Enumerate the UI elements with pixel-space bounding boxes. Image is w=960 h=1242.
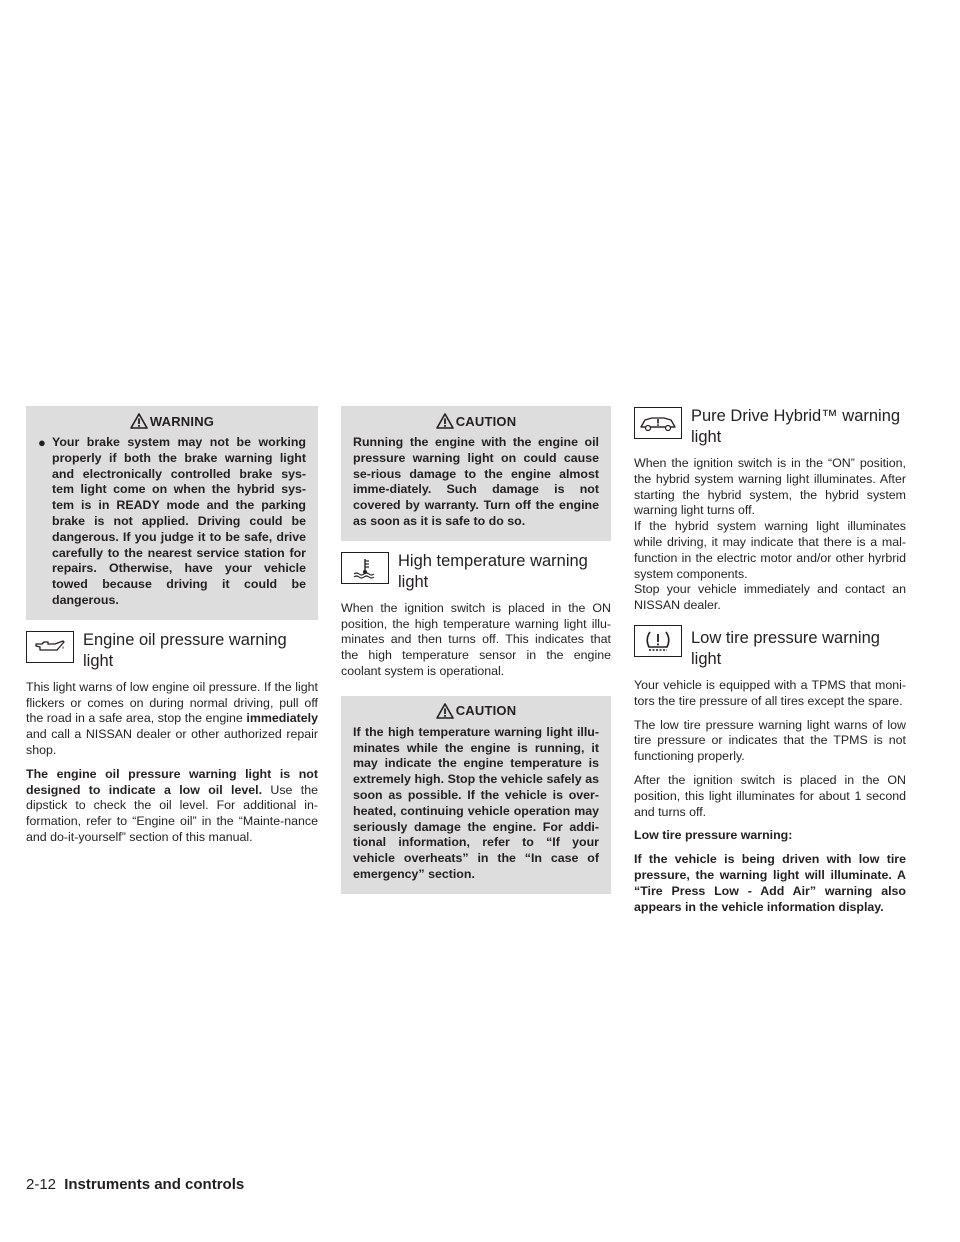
warning-text: Your brake system may not be working properly if both the brake warning light and electronically controlled brake sys-tem light come on when the hybrid sys-tem is in READY mode and the parking brake is not applied. Driving could be dangerous. If you judge it to be safe, drive carefully to the nearest service station for repairs. Otherwise, have your vehicle towed because driving it could be dangerous.	[52, 435, 306, 607]
oil-can-icon	[26, 631, 74, 663]
column-1	[26, 406, 318, 854]
caution-box-2	[341, 696, 611, 894]
coolant-temperature-icon	[341, 552, 389, 584]
warning-triangle-icon	[436, 703, 454, 719]
tire-section-heading	[634, 624, 906, 670]
hybrid-section-heading	[634, 406, 906, 448]
page-footer	[26, 1176, 244, 1193]
section-title: Instruments and controls	[64, 1176, 245, 1193]
caution-text-1: Running the engine with the engine oil pressure warning light on could cause se-rious damage to the engine almost imme-diately. Such damage is not covered by warranty. Turn off the engine as soon as it is safe to do so.	[353, 435, 599, 528]
oil-pressure-paragraph-2: The engine oil pressure warning light is not designed to indicate a low oil level. Use the dipstick to check the oil level. For additional in-formation, refer to “Engine oil” in the “Mainte-nance and do-it-yourself” section of this manual.	[26, 766, 319, 844]
caution-heading-1: CAUTION	[353, 406, 599, 435]
tire-paragraph-1: Your vehicle is equipped with a TPMS that moni-tors the tire pressure of all tires except the spare.	[634, 677, 906, 708]
tire-title: Low tire pressure warning light	[691, 628, 880, 668]
high-temp-section-heading	[341, 551, 611, 593]
warning-heading: WARNING	[38, 406, 306, 435]
tire-paragraph-2: The low tire pressure warning light warns of low tire pressure or indicates that the TPMS is not functioning properly.	[634, 717, 906, 764]
bullet: ●	[38, 435, 46, 450]
high-temp-paragraph: When the ignition switch is placed in the ON position, the high temperature warning light illu-minates and then turns off. This indicates that the high temperature sensor in the engine coolant system is operational.	[341, 600, 611, 678]
tire-paragraph-3: After the ignition switch is placed in the ON position, this light illuminates for about 1 second and turns off.	[634, 772, 906, 819]
warning-triangle-icon	[130, 413, 148, 429]
warning-triangle-icon	[436, 413, 454, 429]
oil-pressure-paragraph-1: This light warns of low engine oil pressure. If the light flickers or comes on during normal driving, pull off the road in a safe area, stop the engine immediately and call a NISSAN dealer or other authorized repair shop.	[26, 679, 318, 757]
column-3	[634, 406, 906, 923]
caution-heading-2: CAUTION	[353, 696, 599, 725]
caution-box-1	[341, 406, 611, 541]
tire-paragraph-bold: If the vehicle is being driven with low tire pressure, the warning light will illuminate. A “Tire Press Low - Add Air” warning also appears in the vehicle information display.	[634, 852, 906, 914]
warning-box	[26, 406, 318, 620]
tire-pressure-icon	[634, 625, 682, 657]
oil-pressure-title: Engine oil pressure warning light	[83, 630, 287, 670]
caution-text-2: If the high temperature warning light illu-minates while the engine is running, it may indicate the engine temperature is extremely high. Stop the vehicle safely as soon as possible. If the vehicle is over-heated, continuing vehicle operation may seriously damage the engine. For addi-tional information, refer to “If your vehicle overheats” in the “In case of emergency” section.	[353, 724, 599, 881]
hybrid-paragraph: When the ignition switch is in the “ON” position, the hybrid system warning light illuminates. After starting the hybrid system, the hybrid system warning light turns off. If the hybrid system warning light illuminates while driving, it may indicate that there is a mal-function in the electric motor and/or other hyrbrid system components. Stop your vehicle immediately and contact an NISSAN dealer.	[634, 456, 906, 613]
high-temp-title: High temperature warning light	[398, 551, 588, 591]
hybrid-car-warning-icon	[634, 407, 682, 439]
page-number: 2-12	[26, 1176, 57, 1193]
column-2	[341, 406, 611, 894]
oil-pressure-section-heading	[26, 630, 318, 672]
hybrid-title: Pure Drive Hybrid™ warning light	[691, 407, 901, 446]
tire-subheading: Low tire pressure warning:	[634, 828, 793, 843]
